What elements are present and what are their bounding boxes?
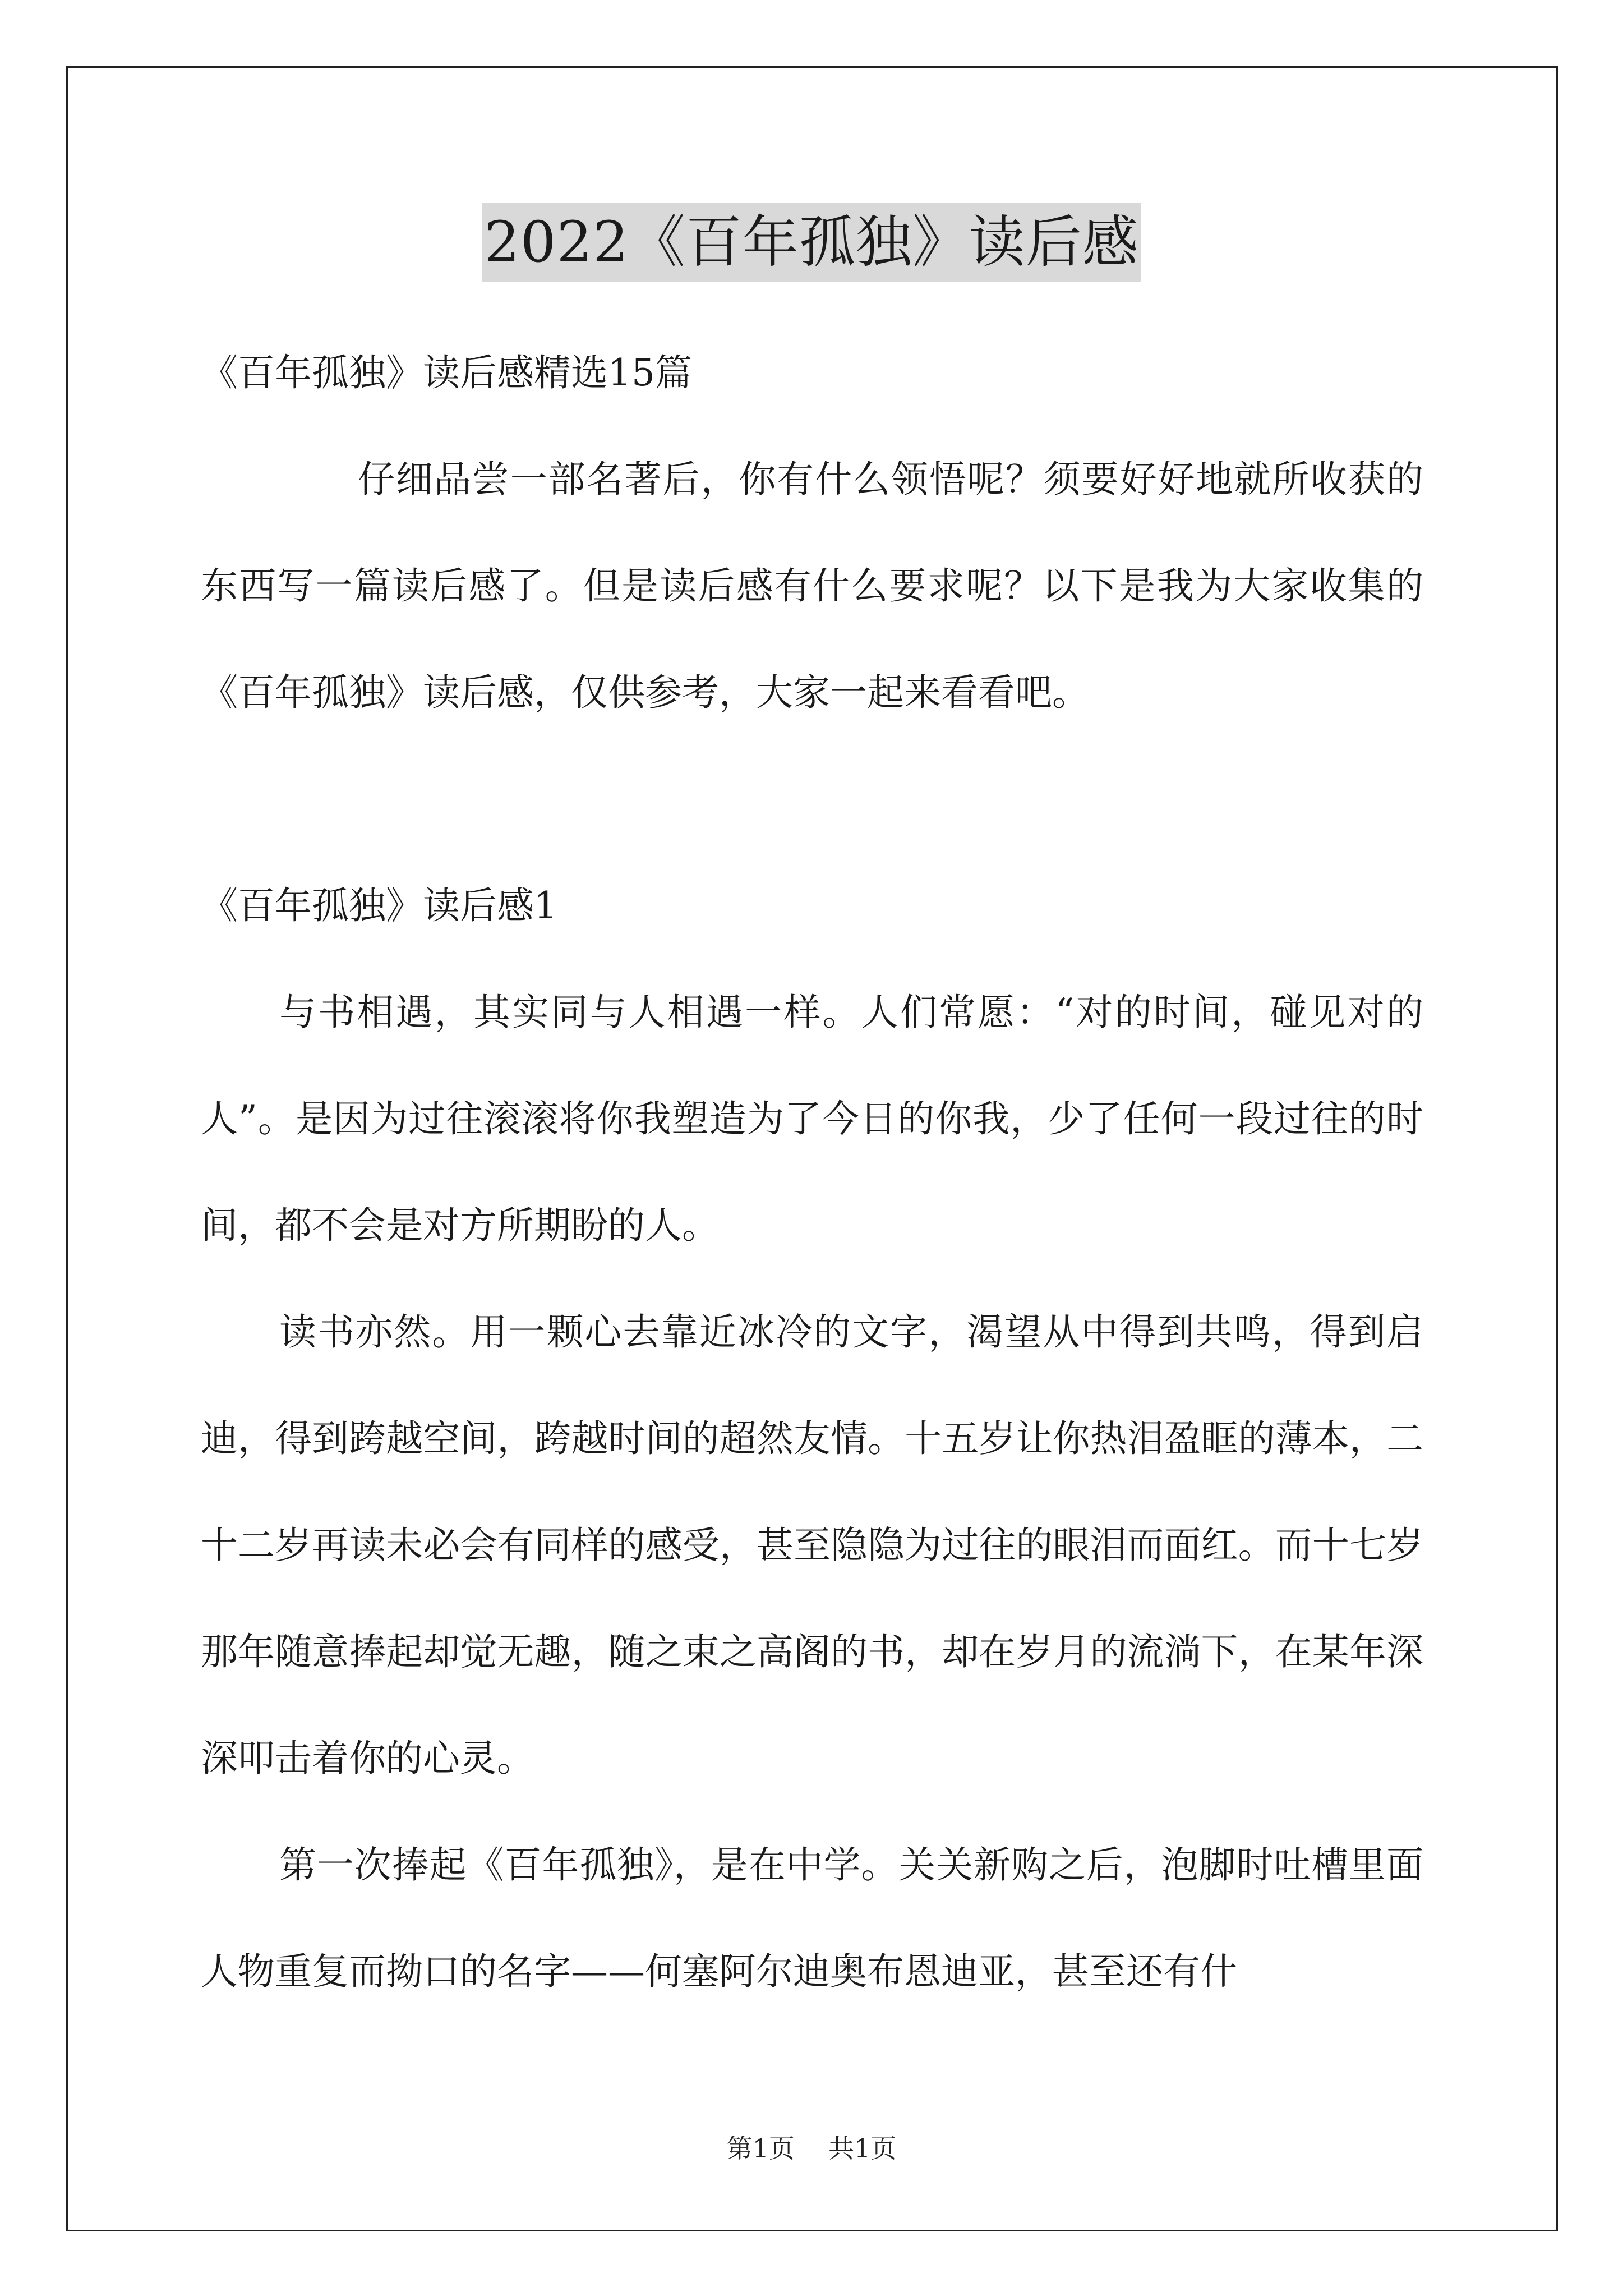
document-title: 2022《百年孤独》读后感 [482,203,1141,282]
page-number: 第1页 [726,2133,795,2164]
body-paragraph-3: 第一次捧起《百年孤独》，是在中学。关关新购之后，泡脚时吐槽里面人物重复而拗口的名字——何塞阿尔迪奥布恩迪亚，甚至还有什 [201,1843,1423,1993]
document-body [201,320,1423,2025]
page-total: 共1页 [828,2133,897,2164]
body-paragraph-1: 与书相遇，其实同与人相遇一样。人们常愿：“对的时间，碰见对的人”。是因为过往滚滚将你我塑造为了今日的你我，少了任何一段过往的时间，都不会是对方所期盼的人。 [201,991,1423,1247]
page-footer [0,2132,1623,2165]
body-paragraph-2: 读书亦然。用一颗心去靠近冰冷的文字，渴望从中得到共鸣，得到启迪，得到跨越空间，跨越时间的超然友情。十五岁让你热泪盈眶的薄本，二十二岁再读未必会有同样的感受，甚至隐隐为过往的眼泪而面红。而十七岁那年随意捧起却觉无趣，随之束之高阁的书，却在岁月的流淌下，在某年深深叩击着你的心灵。 [201,1310,1423,1780]
blank-line [201,746,1423,853]
subtitle: 《百年孤独》读后感精选15篇 [201,351,692,394]
section-heading: 《百年孤独》读后感1 [201,884,557,927]
title-container [0,203,1623,282]
intro-paragraph: 仔细品尝一部名著后，你有什么领悟呢？须要好好地就所收获的东西写一篇读后感了。但是读后感有什么要求呢？以下是我为大家收集的《百年孤独》读后感，仅供参考，大家一起来看看吧。 [201,458,1423,714]
